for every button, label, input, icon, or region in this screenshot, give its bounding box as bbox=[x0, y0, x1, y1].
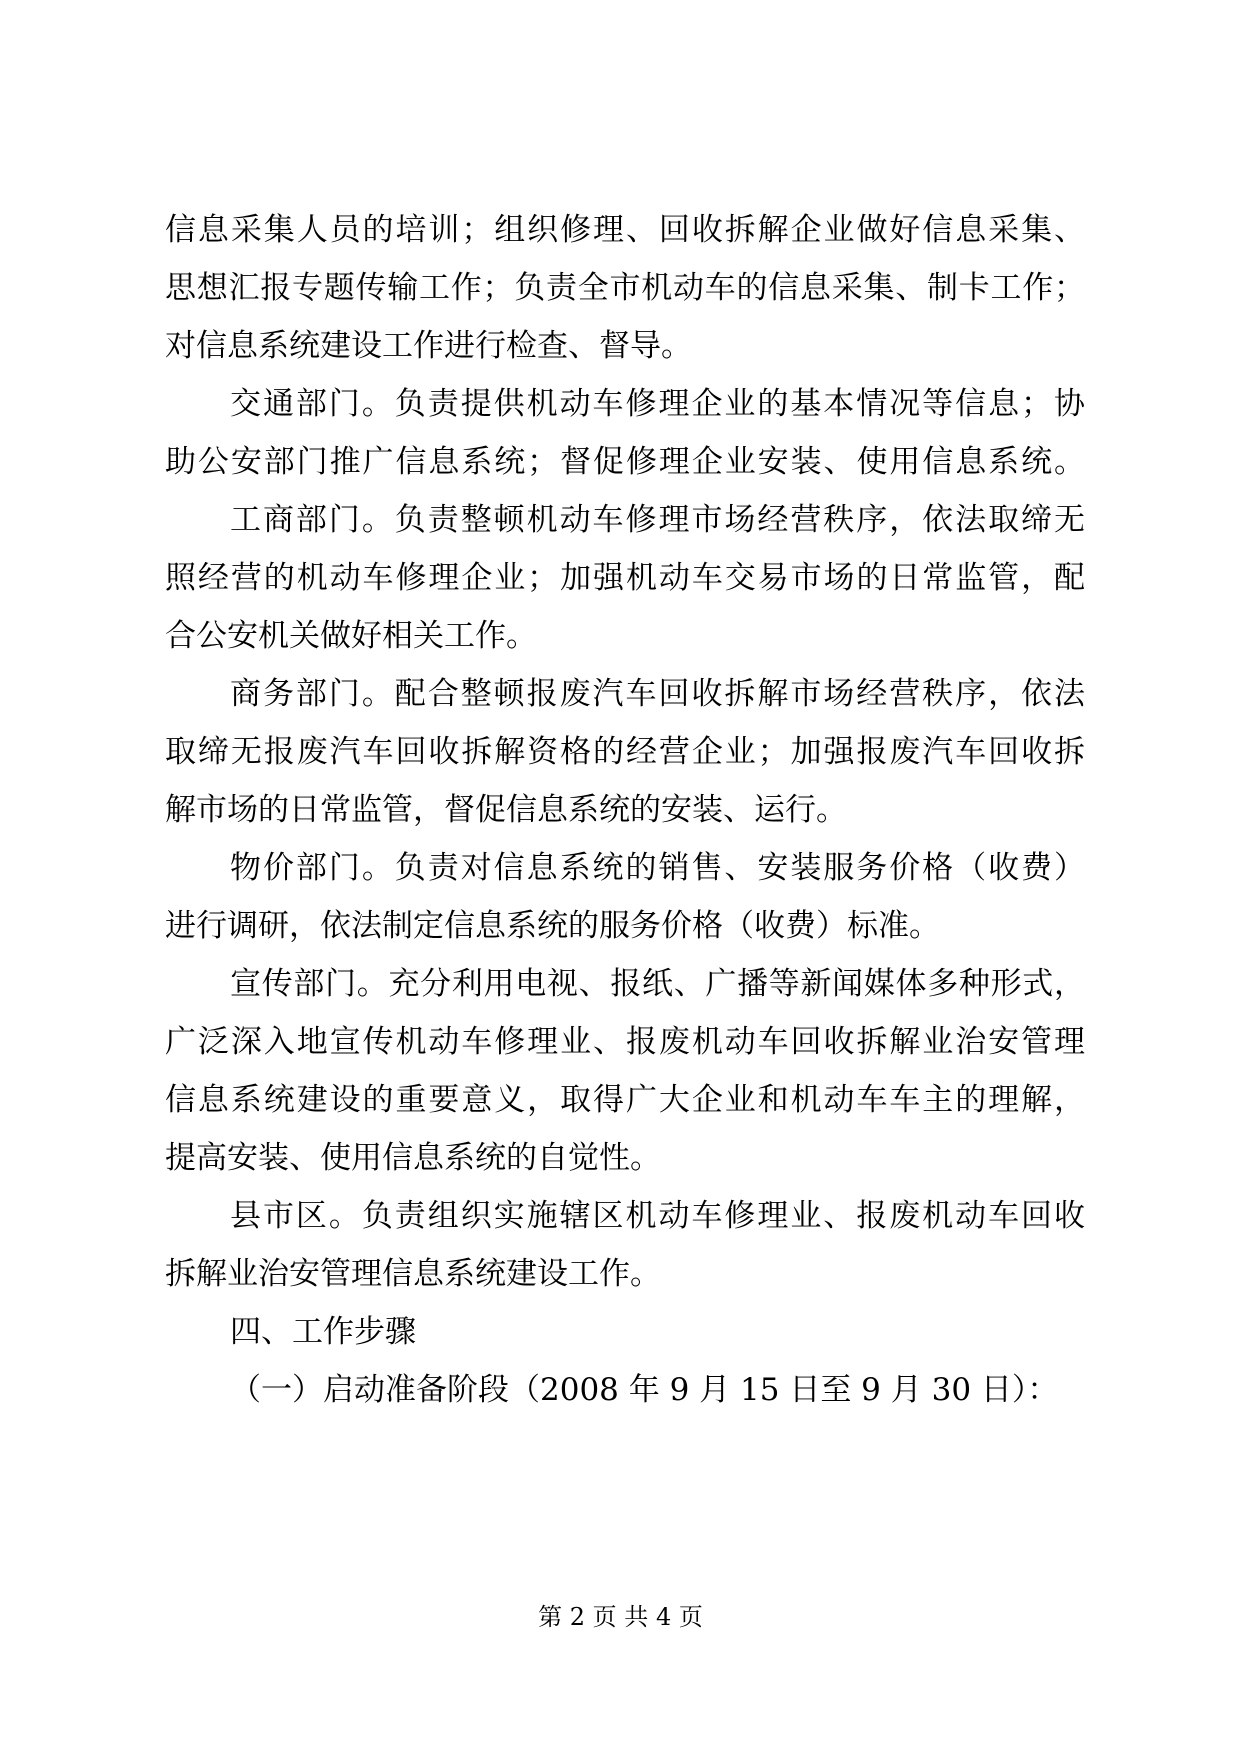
text-line: 进行调研，依法制定信息系统的服务价格（收费）标准。 bbox=[165, 908, 940, 944]
text-line: 宣传部门。充分利用电视、报纸、广播等新闻媒体多种形式， bbox=[230, 966, 1085, 1002]
subsection-heading: （一）启动准备阶段（2008 年 9 月 15 日至 9 月 30 日）： bbox=[230, 1372, 1059, 1408]
text-line: 对信息系统建设工作进行检查、督导。 bbox=[165, 328, 692, 364]
text-line: 广泛深入地宣传机动车修理业、报废机动车回收拆解业治安管理 bbox=[165, 1024, 1085, 1060]
text-line: 信息系统建设的重要意义，取得广大企业和机动车车主的理解， bbox=[165, 1082, 1085, 1118]
text-line: 物价部门。负责对信息系统的销售、安装服务价格（收费） bbox=[230, 850, 1085, 886]
text-line: 信息采集人员的培训；组织修理、回收拆解企业做好信息采集、 bbox=[165, 212, 1085, 248]
text-line: 工商部门。负责整顿机动车修理市场经营秩序，依法取缔无 bbox=[230, 502, 1085, 538]
text-line: 取缔无报废汽车回收拆解资格的经营企业；加强报废汽车回收拆 bbox=[165, 734, 1085, 770]
page-number-footer: 第 2 页 共 4 页 bbox=[538, 1603, 703, 1631]
text-line: 提高安装、使用信息系统的自觉性。 bbox=[165, 1140, 661, 1176]
text-line: 交通部门。负责提供机动车修理企业的基本情况等信息；协 bbox=[230, 386, 1085, 422]
text-line: 县市区。负责组织实施辖区机动车修理业、报废机动车回收 bbox=[230, 1198, 1085, 1234]
text-line: 合公安机关做好相关工作。 bbox=[165, 618, 537, 654]
text-line: 助公安部门推广信息系统；督促修理企业安装、使用信息系统。 bbox=[165, 444, 1085, 480]
section-heading: 四、工作步骤 bbox=[230, 1314, 416, 1350]
text-line: 思想汇报专题传输工作；负责全市机动车的信息采集、制卡工作； bbox=[165, 270, 1085, 306]
text-line: 商务部门。配合整顿报废汽车回收拆解市场经营秩序，依法 bbox=[230, 676, 1085, 712]
text-line: 拆解业治安管理信息系统建设工作。 bbox=[165, 1256, 661, 1292]
text-line: 解市场的日常监管，督促信息系统的安装、运行。 bbox=[165, 792, 847, 828]
text-line: 照经营的机动车修理企业；加强机动车交易市场的日常监管，配 bbox=[165, 560, 1085, 596]
